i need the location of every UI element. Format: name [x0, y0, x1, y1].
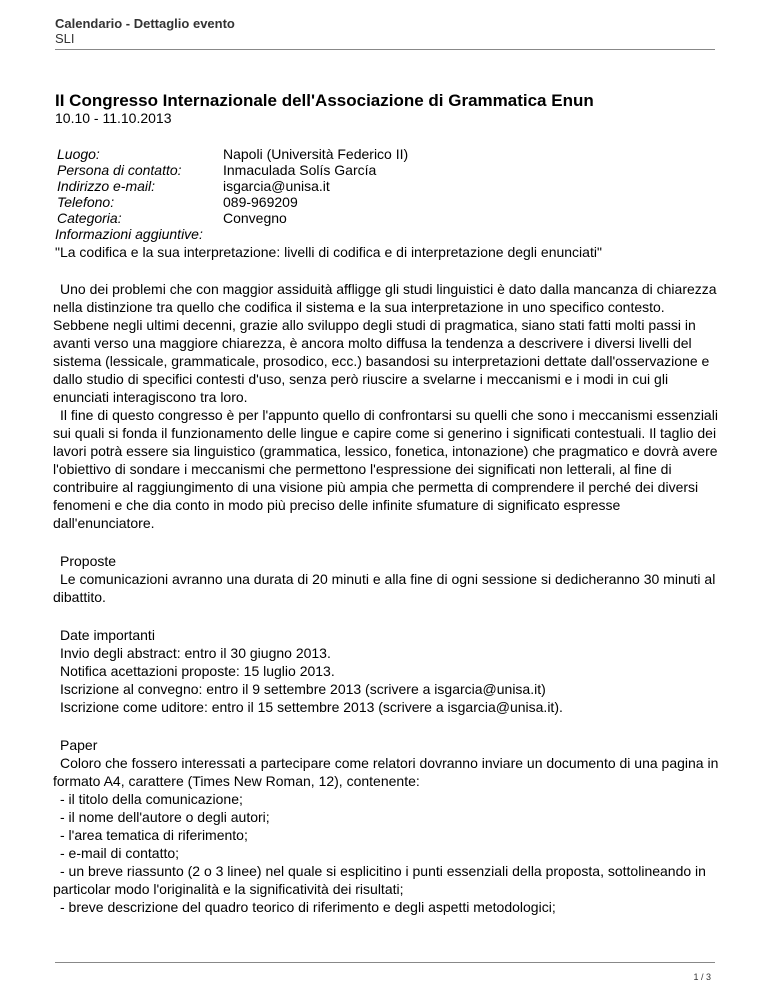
date-section [53, 626, 720, 716]
luogo-value: Napoli (Università Federico II) [223, 146, 409, 162]
date-item: Iscrizione al convegno: entro il 9 settembre 2013 (scrivere a isgarcia@unisa.it) [60, 681, 546, 697]
date-item: Iscrizione come uditore: entro il 15 settembre 2013 (scrivere a isgarcia@unisa.it). [60, 699, 563, 715]
paper-item: - un breve riassunto (2 o 3 linee) nel quale si esplicitino i punti essenziali della proposta, sottolineando in particolar modo l'originalità e la significatività dei risultati; [53, 863, 706, 897]
event-dates: 10.10 - 11.10.2013 [55, 110, 172, 126]
paper-item: - il nome dell'autore o degli autori; [60, 809, 270, 825]
persona-value: Inmaculada Solís García [223, 162, 377, 178]
paper-section [53, 736, 720, 916]
paper-item: - l'area tematica di riferimento; [60, 827, 248, 843]
footer-divider [55, 962, 715, 963]
paper-item: - breve descrizione del quadro teorico di riferimento e degli aspetti metodologici; [60, 899, 556, 915]
event-title: II Congresso Internazionale dell'Associazione di Grammatica Enun [55, 91, 594, 110]
page-header [55, 16, 715, 46]
email-value[interactable]: isgarcia@unisa.it [223, 178, 330, 194]
paper-item: - e-mail di contatto; [60, 845, 180, 861]
page-number: 1 / 3 [693, 972, 711, 982]
date-heading: Date importanti [60, 627, 155, 643]
persona-label: Persona di contatto: [57, 162, 182, 178]
description-section [53, 280, 720, 532]
paper-text: Coloro che fossero interessati a partecipare come relatori dovranno inviare un documento di una pagina in formato A4, carattere (Times New Roman, 12), contenente: [53, 755, 719, 789]
categoria-label: Categoria: [57, 210, 122, 226]
info-row-email [57, 178, 720, 194]
proposte-section [53, 552, 720, 606]
date-item: Notifica acettazioni proposte: 15 luglio 2013. [60, 663, 335, 679]
info-row-telefono [57, 194, 720, 210]
proposte-text: Le comunicazioni avranno una durata di 20 minuti e alla fine di ogni sessione si dedicheranno 30 minuti al dibattito. [53, 571, 716, 605]
telefono-value: 089-969209 [223, 194, 298, 210]
extra-info-label: Informazioni aggiuntive: [55, 226, 203, 242]
paper-heading: Paper [60, 737, 98, 753]
description-paragraph-2: Il fine di questo congresso è per l'appunto quello di confrontarsi su quelli che sono i meccanismi essenziali sui quali si fonda il funzionamento delle lingue e capire come si generino i significati contestuali. Il taglio dei lavori potrà essere sia linguistico (grammatica, lessico, fonetica, intonazione) che pragmatico e dovrà avere l'obiettivo di sondare i meccanismi che permettono l'espressione dei significati non letterali, al fine di contribuire al raggiungimento di una visione più ampia che permetta di comprendere il perché dei diversi fenomeni e che dia conto in modo più preciso delle infinite sfumature di significato espresse dall'enunciatore. [53, 407, 718, 531]
luogo-label: Luogo: [57, 146, 100, 162]
event-info [57, 146, 720, 260]
paper-item: - il titolo della comunicazione; [60, 791, 243, 807]
header-title: Calendario - Dettaglio evento [55, 16, 235, 31]
date-item: Invio degli abstract: entro il 30 giugno 2013. [60, 645, 331, 661]
description-paragraph-1: Uno dei problemi che con maggior assiduità affligge gli studi linguistici è dato dalla mancanza di chiarezza nella distinzione tra quello che codifica il sistema e la sua interpretazione in uno specifico contesto. Sebbene negli ultimi decenni, grazie allo sviluppo degli studi di pragmatica, siano stati fatti molti passi in avanti verso una maggiore chiarezza, è ancora molto diffusa la tendenza a descrivere i diversi livelli del sistema (lessicale, grammaticale, prosodico, ecc.) basandosi su interpretazioni dettate dall'osservazione e dallo studio di specifici contesti d'uso, senza però riuscire a svelarne i meccanismi e i modi in cui gli enunciati interagiscono tra loro. [53, 281, 717, 405]
header-subtitle: SLI [55, 31, 75, 46]
event-detail [55, 92, 720, 916]
proposte-heading: Proposte [60, 553, 117, 569]
info-row-categoria [57, 210, 720, 226]
info-row-luogo [57, 146, 720, 162]
info-row-persona [57, 162, 720, 178]
email-label: Indirizzo e-mail: [57, 178, 156, 194]
telefono-label: Telefono: [57, 194, 115, 210]
event-theme-quote: "La codifica e la sua interpretazione: livelli di codifica e di interpretazione degli enunciati" [55, 244, 602, 260]
header-divider [55, 49, 715, 50]
categoria-value: Convegno [223, 210, 287, 226]
